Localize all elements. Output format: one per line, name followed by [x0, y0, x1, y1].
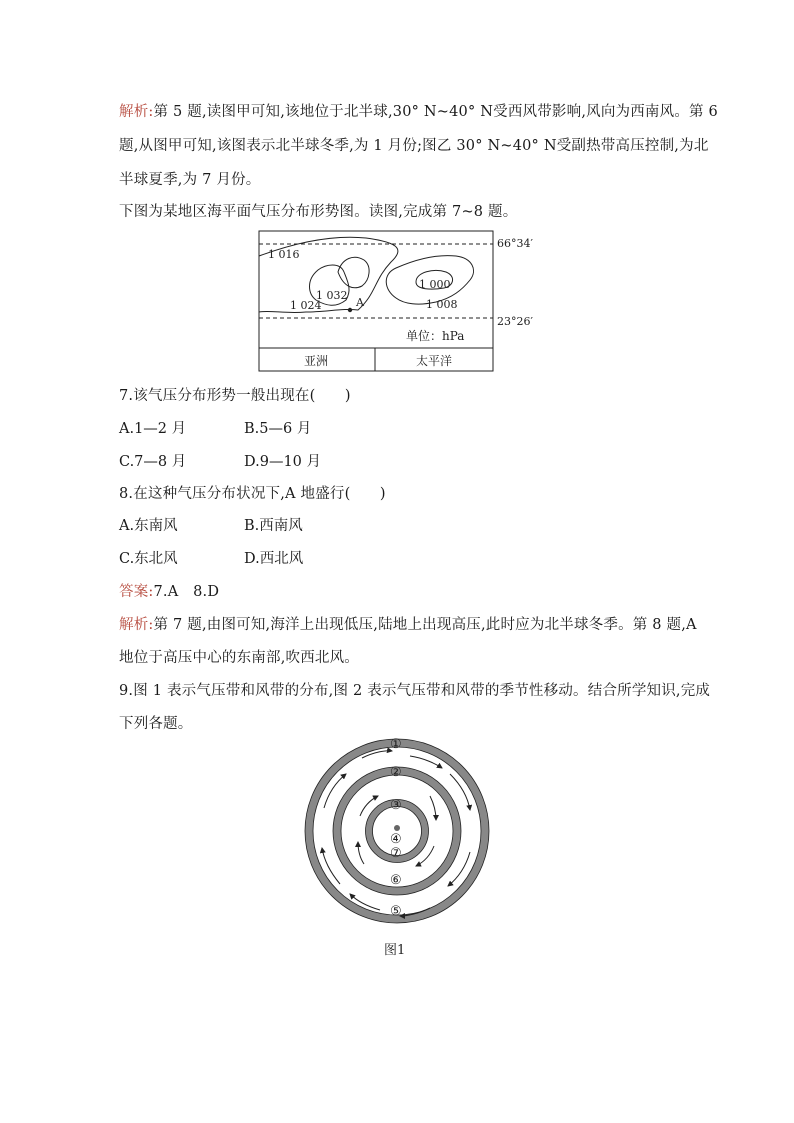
label-6: ⑥ — [390, 873, 402, 888]
q7-stem: 7.该气压分布形势一般出现在( ) — [119, 388, 351, 404]
pole-dot — [394, 825, 400, 831]
isobar-label-1024: 1 024 — [290, 299, 322, 312]
wind-arrow — [430, 796, 436, 820]
q7-option-b: B.5—6 月 — [244, 421, 312, 437]
isobar-label-1032: 1 032 — [316, 289, 348, 302]
analysis-1-line-1: 解析:第 5 题,读图甲可知,该地位于北半球,30° N~40° N受西风带影响,风向为西南风。第 6 — [119, 104, 718, 120]
label-2: ② — [390, 765, 402, 780]
isobar-1032 — [338, 257, 369, 287]
label-3: ③ — [390, 798, 402, 813]
q8-option-d: D.西北风 — [244, 551, 304, 567]
region-asia: 亚洲 — [304, 354, 329, 368]
wind-arrow — [358, 842, 364, 864]
q8-option-c: C.东北风 — [119, 551, 178, 567]
q7-option-a: A.1—2 月 — [119, 421, 187, 437]
latitude-label-top: 66°34′ — [497, 237, 533, 250]
figure-1 — [300, 734, 500, 964]
q7-option-c: C.7—8 月 — [119, 454, 187, 470]
point-a — [348, 308, 352, 312]
wind-arrow — [410, 756, 442, 768]
label-1: ① — [390, 737, 402, 752]
analysis-label-2: 解析: — [119, 617, 154, 633]
region-pacific: 太平洋 — [416, 354, 453, 368]
q9-line-1: 9.图 1 表示气压带和风带的分布,图 2 表示气压带和风带的季节性移动。结合所学知识,完成 — [119, 683, 711, 699]
isobar-label-1008: 1 008 — [426, 298, 458, 311]
label-4: ④ — [390, 832, 402, 847]
pressure-map — [256, 228, 546, 376]
q8-option-a: A.东南风 — [119, 518, 178, 534]
analysis-2-line-1: 解析:第 7 题,由图可知,海洋上出现低压,陆地上出现高压,此时应为北半球冬季。第 8 题,A — [119, 617, 697, 633]
q7-option-d: D.9—10 月 — [244, 454, 322, 470]
point-a-label: A — [356, 296, 364, 309]
q9-line-2: 下列各题。 — [119, 716, 193, 732]
q8-option-b: B.西南风 — [244, 518, 303, 534]
isobar-label-1000: 1 000 — [419, 278, 451, 291]
label-7: ⑦ — [390, 846, 402, 861]
answer-label: 答案: — [119, 584, 154, 600]
unit-label: 单位：hPa — [406, 329, 465, 343]
analysis-label: 解析: — [119, 104, 154, 120]
figure-caption: 图1 — [384, 943, 406, 958]
analysis-2-line-2: 地位于高压中心的东南部,吹西北风。 — [119, 650, 360, 666]
analysis-1-line-2: 题,从图甲可知,该图表示北半球冬季,为 1 月份;图乙 30° N~40° N受副热带高压控制,为北 — [119, 138, 709, 154]
answer-line: 答案:7.A 8.D — [119, 584, 220, 600]
analysis-1-line-3: 半球夏季,为 7 月份。 — [119, 172, 261, 188]
label-5: ⑤ — [390, 904, 402, 919]
question-intro: 下图为某地区海平面气压分布形势图。读图,完成第 7~8 题。 — [119, 204, 518, 220]
q8-stem: 8.在这种气压分布状况下,A 地盛行( ) — [119, 486, 386, 502]
latitude-label-bottom: 23°26′ — [497, 315, 533, 328]
isobar-label-1016: 1 016 — [268, 248, 300, 261]
